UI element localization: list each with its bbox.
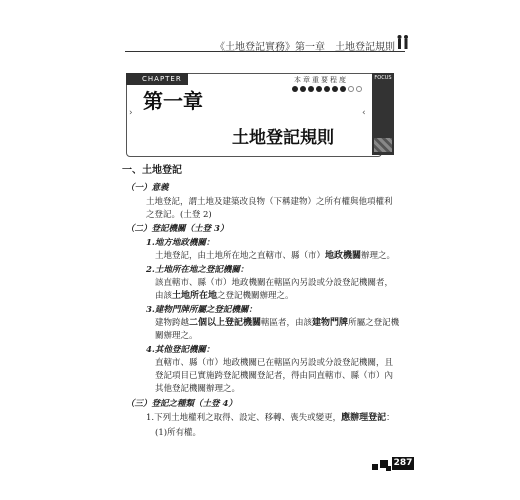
rating-dot-empty (356, 86, 362, 92)
item-heading: 1.地方地政機關： (146, 238, 215, 248)
importance-rating (292, 86, 362, 92)
running-header: 《土地登記實務》第一章 土地登記規則 (215, 42, 395, 53)
highlight-text: 土地所在地 (172, 291, 218, 301)
rating-dot-filled (300, 86, 306, 92)
paragraph-line: (1)所有權。 (155, 428, 202, 438)
item-heading: 2.土地所在地之登記機關： (146, 265, 249, 275)
chapter-number-title: 第一章 (143, 89, 203, 113)
paragraph-line: 登記項目已實施跨登記機關登記者，得由同直轄市、縣（市）內 (155, 371, 394, 381)
chapter-tag: CHAPTER (126, 73, 188, 85)
figures-logo-icon (396, 34, 410, 50)
header-rule (125, 51, 405, 52)
rating-dot-filled (292, 86, 298, 92)
paragraph-line: 土地登記，由土地所在地之直轄市、縣（市）地政機關辦理之。 (155, 251, 396, 261)
page-number: 287 (393, 458, 413, 468)
paragraph-line: 由該土地所在地之登記機關辦理之。 (155, 291, 294, 301)
rating-dot-filled (308, 86, 314, 92)
highlight-text: 應辦理登記 (341, 413, 387, 423)
chevron-right-icon: ‹ (362, 108, 366, 118)
paragraph-line: 土地登記，謂土地及建築改良物（下稱建物）之所有權與他項權利 (146, 197, 393, 207)
section-heading: 一、土地登記 (122, 165, 182, 176)
rating-dot-filled (340, 86, 346, 92)
rating-dot-filled (324, 86, 330, 92)
item-heading: 4.其他登記機關： (146, 345, 215, 355)
item-heading: 3.建物門牌所屬之登記機關： (146, 305, 257, 315)
rating-dot-filled (316, 86, 322, 92)
subsection-heading: （三）登記之種類（土登 4） (126, 399, 237, 409)
rating-dot-empty (348, 86, 354, 92)
subsection-heading: （一）意義 (126, 183, 169, 193)
subsection-heading: （二）登記機關（土登 3） (126, 224, 229, 234)
paragraph-line: 其他登記機關辦理之。 (155, 384, 241, 394)
paragraph-line: 直轄市、縣（市）地政機關已在轄區內另設或分設登記機關，且 (155, 358, 394, 368)
highlight-text: 地政機關 (325, 251, 362, 261)
highlight-text: 二個以上登記機關 (189, 318, 262, 328)
focus-label: FOCUS (374, 75, 392, 81)
chevron-left-icon: › (129, 108, 133, 118)
rating-dot-filled (332, 86, 338, 92)
chapter-subtitle: 土地登記規則 (232, 128, 334, 148)
paragraph-line: 建物跨越二個以上登記機關轄區者，由該建物門牌所屬之登記機 (155, 318, 400, 328)
highlight-text: 建物門牌 (312, 318, 349, 328)
importance-label: 本章重要程度 (294, 76, 348, 84)
paragraph-line: 關辦理之。 (155, 331, 198, 341)
paragraph-line: 之登記。(土登 2) (146, 210, 212, 220)
paragraph-line: 該直轄市、縣（市）地政機關在轄區內另設或分設登記機關者， (155, 278, 394, 288)
paragraph-line: 1.下列土地權利之取得、設定、移轉、喪失或變更，應辦理登記： (146, 413, 395, 423)
mosaic-decoration (374, 138, 392, 152)
